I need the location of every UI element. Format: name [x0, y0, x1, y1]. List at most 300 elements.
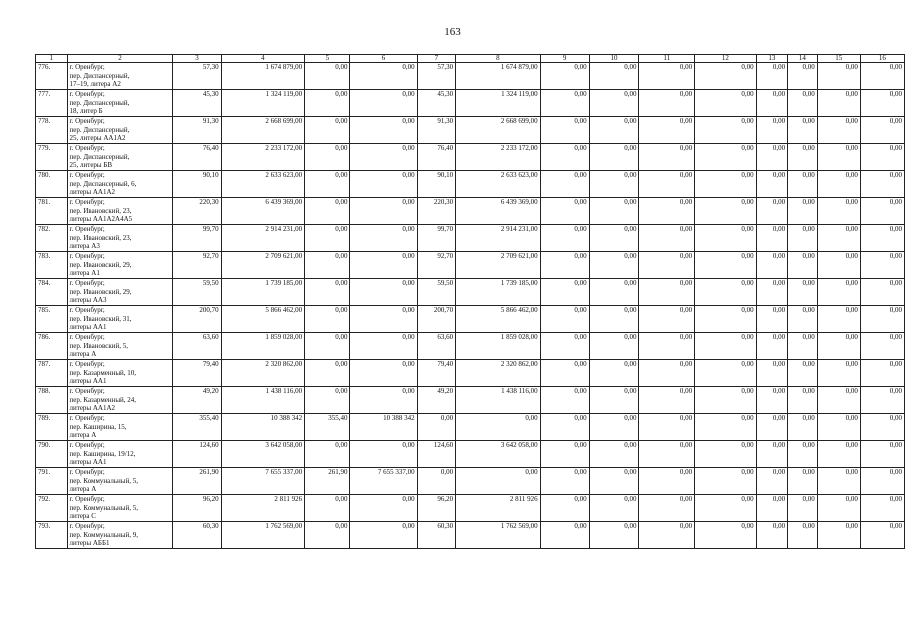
- value-cell-c7: 57,30: [417, 63, 456, 90]
- column-header: 16: [860, 55, 904, 63]
- value-cell-c7: 90,10: [417, 171, 456, 198]
- address-line: г. Оренбург,: [69, 171, 105, 179]
- address-line: пер. Ивановский, 5,: [69, 341, 129, 350]
- value-cell-c12: 0,00: [695, 387, 756, 414]
- address-line: литеры АА1: [69, 377, 107, 386]
- address-cell: [67, 441, 173, 468]
- value-cell-c6: 0,00: [350, 387, 417, 414]
- row-number: 784.: [36, 279, 68, 306]
- value-cell-c3: 355,40: [173, 414, 221, 441]
- address-line: г. Оренбург,: [69, 414, 105, 422]
- address-line: пер. Ивановский, 23,: [69, 233, 132, 242]
- value-cell-c12: 0,00: [695, 441, 756, 468]
- address-cell: [67, 522, 173, 549]
- value-cell-c9: 0,00: [540, 306, 589, 333]
- table-row: [36, 360, 905, 387]
- value-cell-c5: 0,00: [305, 387, 350, 414]
- value-cell-c5: 0,00: [305, 495, 350, 522]
- value-cell-c14: 0,00: [788, 441, 818, 468]
- value-cell-c3: 45,30: [173, 90, 221, 117]
- value-cell-c7: 200,70: [417, 306, 456, 333]
- value-cell-c5: 0,00: [305, 360, 350, 387]
- value-cell-c7: 96,20: [417, 495, 456, 522]
- value-cell-c10: 0,00: [589, 63, 639, 90]
- value-cell-c16: 0,00: [860, 171, 904, 198]
- value-cell-c8: 2 633 623,00: [456, 171, 541, 198]
- address-cell: [67, 171, 173, 198]
- value-cell-c15: 0,00: [817, 387, 860, 414]
- value-cell-c12: 0,00: [695, 522, 756, 549]
- value-cell-c10: 0,00: [589, 387, 639, 414]
- value-cell-c9: 0,00: [540, 90, 589, 117]
- value-cell-c14: 0,00: [788, 522, 818, 549]
- address-line: г. Оренбург,: [69, 468, 105, 476]
- address-line: пер. Ивановский, 29,: [69, 287, 132, 296]
- value-cell-c3: 79,40: [173, 360, 221, 387]
- value-cell-c16: 0,00: [860, 441, 904, 468]
- row-number: 780.: [36, 171, 68, 198]
- value-cell-c7: 63,60: [417, 333, 456, 360]
- value-cell-c8: 2 233 172,00: [456, 144, 541, 171]
- table-row: [36, 63, 905, 90]
- value-cell-c7: 79,40: [417, 360, 456, 387]
- address-cell: [67, 279, 173, 306]
- value-cell-c5: 0,00: [305, 441, 350, 468]
- value-cell-c14: 0,00: [788, 387, 818, 414]
- value-cell-c6: 0,00: [350, 144, 417, 171]
- address-line: литеры АА3: [69, 296, 107, 305]
- value-cell-c3: 90,10: [173, 171, 221, 198]
- address-line: литера С: [69, 512, 96, 521]
- value-cell-c11: 0,00: [639, 198, 695, 225]
- value-cell-c12: 0,00: [695, 495, 756, 522]
- table-row: [36, 252, 905, 279]
- value-cell-c7: 220,30: [417, 198, 456, 225]
- value-cell-c13: 0,00: [756, 468, 788, 495]
- value-cell-c10: 0,00: [589, 144, 639, 171]
- row-number: 778.: [36, 117, 68, 144]
- value-cell-c5: 0,00: [305, 522, 350, 549]
- table-body: [36, 55, 905, 549]
- address-line: пер. Каширина, 15,: [69, 422, 127, 431]
- value-cell-c16: 0,00: [860, 468, 904, 495]
- value-cell-c4: 7 655 337,00: [221, 468, 305, 495]
- value-cell-c4: 1 438 116,00: [221, 387, 305, 414]
- column-header: 6: [350, 55, 417, 63]
- value-cell-c15: 0,00: [817, 252, 860, 279]
- value-cell-c4: 1 674 879,00: [221, 63, 305, 90]
- row-number: 790.: [36, 441, 68, 468]
- address-line: г. Оренбург,: [69, 360, 105, 368]
- value-cell-c3: 92,70: [173, 252, 221, 279]
- address-line: пер. Казарменный, 24,: [69, 395, 137, 404]
- value-cell-c7: 91,30: [417, 117, 456, 144]
- address-line: литера А: [69, 350, 97, 359]
- value-cell-c5: 0,00: [305, 225, 350, 252]
- value-cell-c13: 0,00: [756, 387, 788, 414]
- value-cell-c7: 60,30: [417, 522, 456, 549]
- address-line: литеры АА1: [69, 458, 107, 467]
- address-cell: [67, 468, 173, 495]
- value-cell-c15: 0,00: [817, 441, 860, 468]
- value-cell-c16: 0,00: [860, 252, 904, 279]
- value-cell-c14: 0,00: [788, 468, 818, 495]
- address-line: г. Оренбург,: [69, 387, 105, 395]
- table-row: [36, 522, 905, 549]
- address-line: г. Оренбург,: [69, 90, 105, 98]
- table-row: [36, 144, 905, 171]
- value-cell-c5: 0,00: [305, 144, 350, 171]
- value-cell-c15: 0,00: [817, 90, 860, 117]
- value-cell-c12: 0,00: [695, 198, 756, 225]
- value-cell-c4: 1 324 119,00: [221, 90, 305, 117]
- value-cell-c12: 0,00: [695, 468, 756, 495]
- value-cell-c16: 0,00: [860, 63, 904, 90]
- value-cell-c7: 0,00: [417, 414, 456, 441]
- table-row: [36, 333, 905, 360]
- value-cell-c11: 0,00: [639, 117, 695, 144]
- address-line: г. Оренбург,: [69, 198, 105, 206]
- value-cell-c11: 0,00: [639, 333, 695, 360]
- row-number: 779.: [36, 144, 68, 171]
- value-cell-c7: 59,50: [417, 279, 456, 306]
- value-cell-c3: 76,40: [173, 144, 221, 171]
- address-line: г. Оренбург,: [69, 63, 105, 71]
- value-cell-c5: 0,00: [305, 171, 350, 198]
- row-number: 791.: [36, 468, 68, 495]
- row-number: 789.: [36, 414, 68, 441]
- row-number: 792.: [36, 495, 68, 522]
- page-number: 163: [444, 26, 461, 38]
- value-cell-c12: 0,00: [695, 171, 756, 198]
- value-cell-c12: 0,00: [695, 414, 756, 441]
- value-cell-c8: 6 439 369,00: [456, 198, 541, 225]
- value-cell-c14: 0,00: [788, 306, 818, 333]
- value-cell-c9: 0,00: [540, 441, 589, 468]
- row-number: 787.: [36, 360, 68, 387]
- address-line: литеры АА1А2: [69, 404, 116, 413]
- value-cell-c15: 0,00: [817, 414, 860, 441]
- value-cell-c13: 0,00: [756, 306, 788, 333]
- address-line: г. Оренбург,: [69, 522, 105, 530]
- column-header: 15: [817, 55, 860, 63]
- value-cell-c3: 220,30: [173, 198, 221, 225]
- value-cell-c4: 2 811 926: [221, 495, 305, 522]
- value-cell-c16: 0,00: [860, 225, 904, 252]
- address-line: литера А1: [69, 269, 100, 278]
- value-cell-c15: 0,00: [817, 468, 860, 495]
- address-line: литеры АА1А2: [69, 188, 116, 197]
- address-cell: [67, 198, 173, 225]
- value-cell-c9: 0,00: [540, 495, 589, 522]
- value-cell-c4: 2 233 172,00: [221, 144, 305, 171]
- value-cell-c13: 0,00: [756, 279, 788, 306]
- column-header: 9: [540, 55, 589, 63]
- value-cell-c5: 0,00: [305, 117, 350, 144]
- value-cell-c3: 91,30: [173, 117, 221, 144]
- value-cell-c11: 0,00: [639, 306, 695, 333]
- address-cell: [67, 360, 173, 387]
- value-cell-c13: 0,00: [756, 333, 788, 360]
- value-cell-c8: 1 674 879,00: [456, 63, 541, 90]
- row-number: 788.: [36, 387, 68, 414]
- value-cell-c14: 0,00: [788, 198, 818, 225]
- value-cell-c4: 1 739 185,00: [221, 279, 305, 306]
- value-cell-c11: 0,00: [639, 63, 695, 90]
- address-line: пер. Диспансерный,: [69, 71, 130, 80]
- value-cell-c3: 63,60: [173, 333, 221, 360]
- value-cell-c10: 0,00: [589, 225, 639, 252]
- row-number: 782.: [36, 225, 68, 252]
- value-cell-c16: 0,00: [860, 360, 904, 387]
- value-cell-c6: 0,00: [350, 279, 417, 306]
- value-cell-c5: 0,00: [305, 252, 350, 279]
- value-cell-c6: 7 655 337,00: [350, 468, 417, 495]
- column-header: 4: [221, 55, 305, 63]
- value-cell-c8: 2 914 231,00: [456, 225, 541, 252]
- address-line: г. Оренбург,: [69, 225, 105, 233]
- value-cell-c12: 0,00: [695, 63, 756, 90]
- address-line: г. Оренбург,: [69, 252, 105, 260]
- value-cell-c16: 0,00: [860, 144, 904, 171]
- value-cell-c9: 0,00: [540, 468, 589, 495]
- address-line: литера А: [69, 485, 97, 494]
- value-cell-c16: 0,00: [860, 414, 904, 441]
- value-cell-c15: 0,00: [817, 333, 860, 360]
- value-cell-c5: 355,40: [305, 414, 350, 441]
- value-cell-c14: 0,00: [788, 360, 818, 387]
- value-cell-c9: 0,00: [540, 414, 589, 441]
- value-cell-c10: 0,00: [589, 468, 639, 495]
- value-cell-c5: 0,00: [305, 90, 350, 117]
- address-line: пер. Коммунальный, 5,: [69, 503, 138, 512]
- address-cell: [67, 117, 173, 144]
- value-cell-c12: 0,00: [695, 279, 756, 306]
- value-cell-c9: 0,00: [540, 522, 589, 549]
- value-cell-c13: 0,00: [756, 63, 788, 90]
- value-cell-c13: 0,00: [756, 252, 788, 279]
- value-cell-c10: 0,00: [589, 171, 639, 198]
- value-cell-c10: 0,00: [589, 279, 639, 306]
- value-cell-c15: 0,00: [817, 360, 860, 387]
- address-line: г. Оренбург,: [69, 117, 105, 125]
- value-cell-c7: 76,40: [417, 144, 456, 171]
- value-cell-c3: 59,50: [173, 279, 221, 306]
- column-header: 7: [417, 55, 456, 63]
- value-cell-c6: 0,00: [350, 252, 417, 279]
- table-row: [36, 495, 905, 522]
- value-cell-c5: 0,00: [305, 306, 350, 333]
- table-row: [36, 414, 905, 441]
- value-cell-c10: 0,00: [589, 306, 639, 333]
- address-line: пер. Коммунальный, 9,: [69, 530, 138, 539]
- value-cell-c10: 0,00: [589, 117, 639, 144]
- value-cell-c12: 0,00: [695, 144, 756, 171]
- value-cell-c6: 0,00: [350, 90, 417, 117]
- row-number: 793.: [36, 522, 68, 549]
- value-cell-c9: 0,00: [540, 387, 589, 414]
- table-row: [36, 279, 905, 306]
- value-cell-c13: 0,00: [756, 414, 788, 441]
- value-cell-c12: 0,00: [695, 252, 756, 279]
- address-line: г. Оренбург,: [69, 333, 105, 341]
- value-cell-c14: 0,00: [788, 63, 818, 90]
- value-cell-c14: 0,00: [788, 279, 818, 306]
- table-row: [36, 306, 905, 333]
- value-cell-c16: 0,00: [860, 117, 904, 144]
- value-cell-c15: 0,00: [817, 117, 860, 144]
- value-cell-c13: 0,00: [756, 495, 788, 522]
- value-cell-c6: 0,00: [350, 117, 417, 144]
- value-cell-c8: 2 811 926: [456, 495, 541, 522]
- value-cell-c7: 49,20: [417, 387, 456, 414]
- address-line: 25, литеры БВ: [69, 161, 113, 170]
- value-cell-c13: 0,00: [756, 198, 788, 225]
- value-cell-c8: 2 320 862,00: [456, 360, 541, 387]
- value-cell-c8: 1 859 028,00: [456, 333, 541, 360]
- value-cell-c3: 96,20: [173, 495, 221, 522]
- value-cell-c16: 0,00: [860, 90, 904, 117]
- value-cell-c4: 10 388 342: [221, 414, 305, 441]
- value-cell-c6: 0,00: [350, 441, 417, 468]
- address-cell: [67, 252, 173, 279]
- value-cell-c13: 0,00: [756, 360, 788, 387]
- value-cell-c3: 99,70: [173, 225, 221, 252]
- column-header: 1: [36, 55, 68, 63]
- column-header: 14: [788, 55, 818, 63]
- value-cell-c12: 0,00: [695, 90, 756, 117]
- value-cell-c15: 0,00: [817, 225, 860, 252]
- value-cell-c14: 0,00: [788, 414, 818, 441]
- value-cell-c10: 0,00: [589, 495, 639, 522]
- value-cell-c9: 0,00: [540, 360, 589, 387]
- address-cell: [67, 387, 173, 414]
- value-cell-c10: 0,00: [589, 252, 639, 279]
- address-line: литеры АА1А2А4А5: [69, 215, 133, 224]
- value-cell-c3: 57,30: [173, 63, 221, 90]
- address-cell: [67, 414, 173, 441]
- address-line: г. Оренбург,: [69, 279, 105, 287]
- value-cell-c10: 0,00: [589, 198, 639, 225]
- address-line: литеры АББ1: [69, 539, 110, 548]
- value-cell-c15: 0,00: [817, 198, 860, 225]
- value-cell-c8: 2 709 621,00: [456, 252, 541, 279]
- value-cell-c8: 1 438 116,00: [456, 387, 541, 414]
- value-cell-c15: 0,00: [817, 171, 860, 198]
- value-cell-c9: 0,00: [540, 144, 589, 171]
- value-cell-c8: 1 739 185,00: [456, 279, 541, 306]
- value-cell-c13: 0,00: [756, 90, 788, 117]
- value-cell-c6: 0,00: [350, 225, 417, 252]
- value-cell-c9: 0,00: [540, 279, 589, 306]
- address-line: пер. Диспансерный,: [69, 98, 130, 107]
- value-cell-c14: 0,00: [788, 333, 818, 360]
- property-table: [35, 54, 905, 549]
- value-cell-c4: 2 633 623,00: [221, 171, 305, 198]
- value-cell-c5: 261,90: [305, 468, 350, 495]
- value-cell-c8: 2 668 699,00: [456, 117, 541, 144]
- value-cell-c4: 2 668 699,00: [221, 117, 305, 144]
- address-line: пер. Ивановский, 23,: [69, 206, 132, 215]
- value-cell-c4: 5 866 462,00: [221, 306, 305, 333]
- value-cell-c6: 0,00: [350, 198, 417, 225]
- value-cell-c4: 6 439 369,00: [221, 198, 305, 225]
- value-cell-c14: 0,00: [788, 495, 818, 522]
- value-cell-c12: 0,00: [695, 333, 756, 360]
- address-line: 25, литеры АА1А2: [69, 134, 126, 143]
- address-line: пер. Ивановский, 31,: [69, 314, 132, 323]
- value-cell-c15: 0,00: [817, 63, 860, 90]
- address-line: пер. Ивановский, 29,: [69, 260, 132, 269]
- value-cell-c4: 2 709 621,00: [221, 252, 305, 279]
- address-cell: [67, 306, 173, 333]
- value-cell-c15: 0,00: [817, 279, 860, 306]
- value-cell-c13: 0,00: [756, 117, 788, 144]
- value-cell-c4: 1 859 028,00: [221, 333, 305, 360]
- value-cell-c11: 0,00: [639, 468, 695, 495]
- address-line: литеры АА1: [69, 323, 107, 332]
- address-cell: [67, 90, 173, 117]
- address-line: 18, литер Б: [69, 107, 103, 116]
- value-cell-c4: 2 320 862,00: [221, 360, 305, 387]
- value-cell-c11: 0,00: [639, 252, 695, 279]
- column-header: 12: [695, 55, 756, 63]
- table-row: [36, 90, 905, 117]
- value-cell-c11: 0,00: [639, 225, 695, 252]
- value-cell-c12: 0,00: [695, 306, 756, 333]
- value-cell-c4: 1 762 569,00: [221, 522, 305, 549]
- table-row: [36, 198, 905, 225]
- value-cell-c6: 0,00: [350, 171, 417, 198]
- row-number: 777.: [36, 90, 68, 117]
- value-cell-c13: 0,00: [756, 522, 788, 549]
- value-cell-c16: 0,00: [860, 279, 904, 306]
- value-cell-c4: 3 642 058,00: [221, 441, 305, 468]
- value-cell-c10: 0,00: [589, 441, 639, 468]
- value-cell-c10: 0,00: [589, 522, 639, 549]
- column-header: 2: [67, 55, 173, 63]
- value-cell-c11: 0,00: [639, 414, 695, 441]
- column-header: 8: [456, 55, 541, 63]
- table-row: [36, 117, 905, 144]
- value-cell-c8: 1 324 119,00: [456, 90, 541, 117]
- value-cell-c3: 261,90: [173, 468, 221, 495]
- value-cell-c8: 1 762 569,00: [456, 522, 541, 549]
- value-cell-c7: 92,70: [417, 252, 456, 279]
- address-line: литера А3: [69, 242, 100, 251]
- value-cell-c16: 0,00: [860, 333, 904, 360]
- address-line: пер. Коммунальный, 5,: [69, 476, 138, 485]
- value-cell-c10: 0,00: [589, 360, 639, 387]
- value-cell-c12: 0,00: [695, 117, 756, 144]
- value-cell-c11: 0,00: [639, 387, 695, 414]
- value-cell-c11: 0,00: [639, 279, 695, 306]
- column-header: 11: [639, 55, 695, 63]
- table-row: [36, 225, 905, 252]
- value-cell-c6: 10 388 342: [350, 414, 417, 441]
- value-cell-c13: 0,00: [756, 225, 788, 252]
- address-line: г. Оренбург,: [69, 495, 105, 503]
- value-cell-c6: 0,00: [350, 306, 417, 333]
- value-cell-c9: 0,00: [540, 198, 589, 225]
- address-line: литера А: [69, 431, 97, 440]
- value-cell-c15: 0,00: [817, 522, 860, 549]
- address-cell: [67, 225, 173, 252]
- address-line: пер. Диспансерный, 6,: [69, 179, 137, 188]
- value-cell-c5: 0,00: [305, 63, 350, 90]
- value-cell-c14: 0,00: [788, 144, 818, 171]
- value-cell-c13: 0,00: [756, 441, 788, 468]
